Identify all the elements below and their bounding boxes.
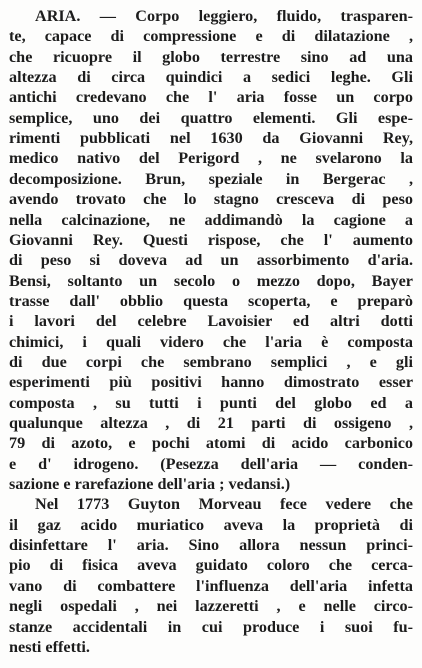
text-line: chimici, i quali videro che l'aria è composta: [9, 332, 413, 351]
text-line: di due corpi che sembrano semplici , e gli: [9, 352, 413, 371]
text-line: i lavori del celebre Lavoisier ed altri dotti: [9, 312, 413, 331]
text-line: disinfettare l' aria. Sino allora nessun princi-: [9, 536, 413, 555]
text-line: sazione e rarefazione dell'aria ; vedansi.): [9, 475, 291, 494]
text-line: te, capace di compressione e di dilatazione ,: [9, 27, 413, 46]
text-line: di peso si doveva ad un assorbimento d'aria.: [9, 251, 413, 270]
text-line: trasse dall' obblio questa scoperta, e preparò: [9, 291, 413, 310]
text-line: rimenti pubblicati nel 1630 da Giovanni Rey,: [9, 129, 413, 148]
text-line: medico nativo del Perigord , ne svelarono la: [9, 149, 413, 168]
text-line: antichi credevano che l' aria fosse un corpo: [9, 88, 413, 107]
text-line: che ricuopre il globo terrestre sino ad una: [9, 47, 413, 66]
text-line: e d' idrogeno. (Pesezza dell'aria — conden-: [9, 454, 413, 473]
text-line: vano di combattere l'influenza dell'aria infetta: [9, 576, 413, 595]
text-line: Nel 1773 Guyton Morveau fece vedere che: [35, 495, 413, 514]
text-line: avendo trovato che lo stagno cresceva di peso: [9, 190, 413, 209]
text-line: semplice, uno dei quattro elementi. Gli espe-: [9, 108, 413, 127]
text-line: altezza di circa quindici a sedici leghe. Gli: [9, 68, 413, 87]
text-line: Giovanni Rey. Questi rispose, che l' aumento: [9, 230, 413, 249]
text-line: 79 di azoto, e pochi atomi di acido carbonico: [9, 434, 413, 453]
text-line: pio di fisica aveva guidato coloro che cerca-: [9, 556, 413, 575]
text-line: il gaz acido muriatico aveva la proprietà di: [9, 515, 413, 534]
text-line: qualunque altezza , di 21 parti di ossigeno ,: [9, 414, 413, 432]
text-line: stanze accidentali in cui produce i suoi fu-: [9, 617, 413, 636]
text-line: ARIA. — Corpo leggiero, fluido, trasparen-: [35, 7, 413, 25]
text-line: composta , su tutti i punti del globo ed a: [9, 393, 413, 412]
text-line: negli ospedali , nei lazzeretti , e nelle circo-: [9, 597, 413, 616]
text-line: Bensi, soltanto un secolo o mezzo dopo, Bayer: [9, 271, 413, 290]
text-line: nella calcinazione, ne addimandò la cagione a: [9, 210, 413, 229]
text-line: nesti effetti.: [9, 637, 90, 656]
text-line: decomposizione. Brun, speziale in Bergerac ,: [9, 169, 413, 188]
text-line: esperimenti più positivi hanno dimostrato esser: [9, 373, 413, 392]
